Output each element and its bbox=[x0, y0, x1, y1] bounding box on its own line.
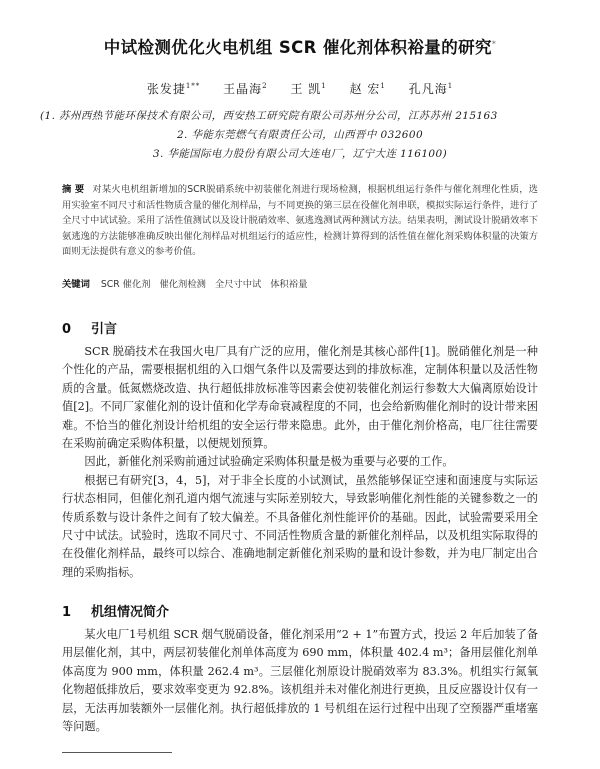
abstract bbox=[62, 182, 538, 260]
author: 王 凯$^1$ bbox=[290, 82, 327, 96]
paragraph: SCR 脱硝技术在我国火电厂具有广泛的应用，催化剂是其核心部件[1]。脱硝催化剂是一种个性化的产品，需要根据机组的入口烟气条件以及需要达到的排放标准，定制体积量以及活性物质的含量。低氮燃烧改造、执行超低排放标准等因素会使初装催化剂运行参数大大偏离原始设计值[2]。不同厂家催化剂的设计值和化学寿命衰减程度的不同，也会给新购催化剂时的设计带来困难。不恰当的催化剂设计给机组的安全运行带来隐患。此外，由于催化剂价格高，电厂往往需要在采购前确定采购体积量，以便规划预算。 bbox=[62, 345, 538, 451]
section-heading-introduction bbox=[62, 318, 117, 337]
keyword: SCR 催化剂 bbox=[100, 279, 151, 290]
section-title: 机组情况简介 bbox=[91, 605, 170, 620]
section-number: 1 bbox=[62, 605, 72, 620]
paragraph: 因此，新催化剂采购前通过试验确定采购体积量是极为重要与必要的工作。 bbox=[84, 455, 454, 469]
affiliation-3: 3. 华能国际电力股份有限公司大连电厂，辽宁大连 116100) bbox=[152, 148, 448, 160]
author-list bbox=[0, 80, 600, 97]
affiliation-2: 2. 华能东莞燃气有限责任公司，山西晋中 032600 bbox=[176, 129, 424, 141]
keyword: 全尺寸中试 bbox=[214, 279, 262, 290]
abstract-label: 摘 要 bbox=[62, 184, 85, 195]
section-heading-unit-overview bbox=[62, 601, 169, 620]
keywords-label: 关键词 bbox=[62, 279, 90, 290]
footnote-divider bbox=[62, 752, 172, 753]
keywords bbox=[62, 276, 538, 290]
section-number: 0 bbox=[62, 322, 72, 337]
paper-title bbox=[0, 34, 600, 58]
paragraph: 某火电厂1号机组 SCR 烟气脱硝设备，催化剂采用“2 + 1”布置方式，投运 2 年后加装了备用层催化剂，其中，两层初装催化剂单体高度为 690 mm，体积量 402.4 m³；备用层催化剂单体高度为 900 mm，体积量 262.4 m³。三层催化剂原设计脱硝效率为 83.3%。机组实行氮氧化物超低排放后，要求效率变更为 92.8%。该机组并未对催化剂进行更换，且反应器设计仅有一层，无法再加装额外一层催化剂。执行超低排放的 1 号机组在运行过程中出现了空预器严重堵塞等问题。 bbox=[62, 628, 538, 734]
paragraph: 根据已有研究[3，4，5]，对于非全长度的小试测试，虽然能够保证空速和面速度与实际运行状态相同，但催化剂孔道内烟气流速与实际差别较大，导致影响催化剂性能的关键参数之一的传质系数与设计条件之间有了较大偏差。不具备催化剂性能评价的基础。因此，试验需要采用全尺寸中试法。试验时，选取不同尺寸、不同活性物质含量的新催化剂样品，以及机组实际取得的在役催化剂样品，最终可以综合、准确地制定新催化剂采购的量和设计参数，并为电厂制定出合理的采购指标。 bbox=[62, 473, 538, 579]
abstract-text: 对某火电机组新增加的SCR脱硝系统中初装催化剂进行现场检测，根据机组运行条件与催化剂理化性质，选用实验室不同尺寸和活性物质含量的催化剂样品，与不同更换的第三层在役催化剂串联，模拟实际运行条件，进行了全尺寸中试试验。采用了活性值测试以及设计脱硝效率、氨逃逸测试两种测试方法。结果表明，测试设计脱硝效率下氨逃逸的方法能够准确反映出催化剂样品对机组运行的适应性，检测计算得到的活性值在催化剂采购体积量的决策方面则无法提供有意义的参考价值。 bbox=[62, 184, 538, 258]
section-title: 引言 bbox=[91, 322, 118, 337]
author: 王晶海$^2$ bbox=[223, 82, 268, 96]
author: 赵 宏$^1$ bbox=[349, 82, 386, 96]
section-body-unit-overview bbox=[62, 626, 538, 736]
keyword: 体积裕量 bbox=[270, 279, 308, 290]
title-text: 中试检测优化火电机组 SCR 催化剂体积裕量的研究 bbox=[103, 38, 492, 57]
author: 孔凡海$^1$ bbox=[408, 82, 454, 96]
affiliation-1: (1. 苏州西热节能环保技术有限公司，西安热工研究院有限公司苏州分公司，江苏苏州 215163 bbox=[40, 110, 498, 122]
keyword: 催化剂检测 bbox=[159, 279, 206, 290]
title-footnote-mark: * bbox=[491, 39, 497, 49]
section-body-introduction bbox=[62, 343, 538, 582]
author: 张发捷$^{1**}$ bbox=[146, 82, 201, 96]
